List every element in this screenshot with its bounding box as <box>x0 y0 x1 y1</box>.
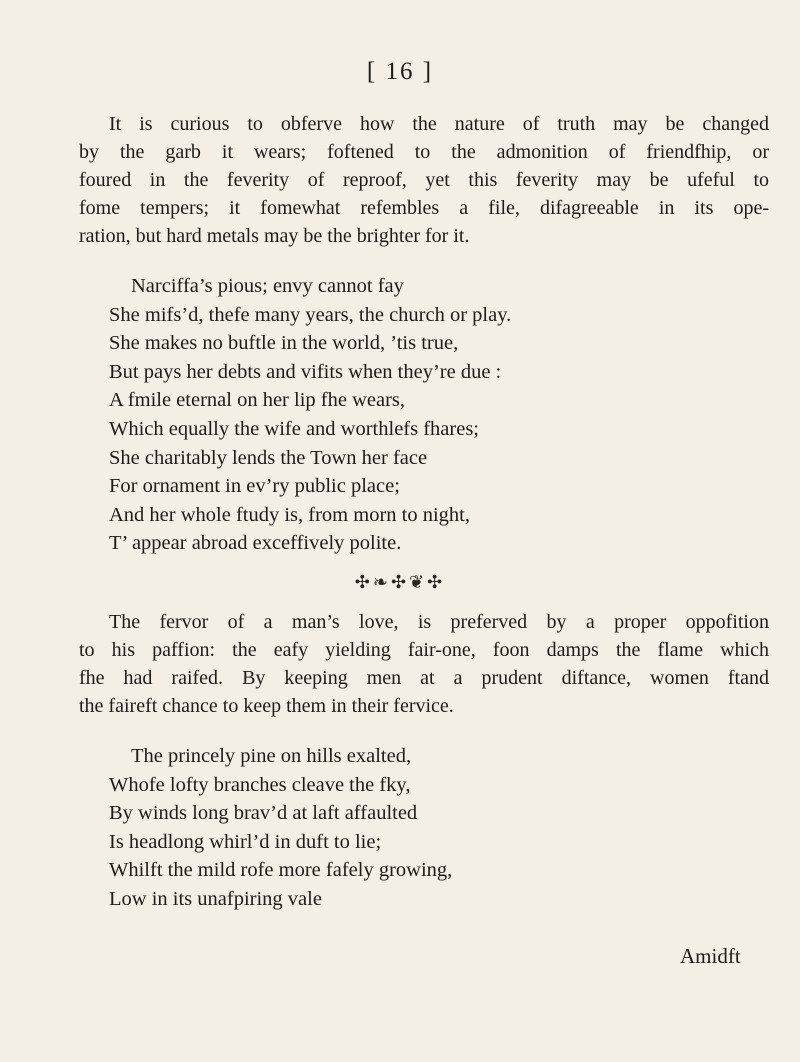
text-line: the faireft chance to keep them in their fervice. <box>79 695 454 717</box>
verse-pine <box>109 742 452 914</box>
text-line: by the garb it wears; foftened to the admonition of friendfhip, or <box>79 141 769 163</box>
verse-line: Low in its unafpiring vale <box>109 887 322 910</box>
text-line: to his paffion: the eafy yielding fair-one, foon damps the flame which <box>79 639 769 661</box>
paragraph-love <box>79 608 769 720</box>
paragraph-truth <box>79 110 769 250</box>
verse-line: Whofe lofty branches cleave the fky, <box>109 773 411 796</box>
verse-line: But pays her debts and vifits when they’re due : <box>109 360 502 383</box>
text-line: ration, but hard metals may be the brighter for it. <box>79 225 470 247</box>
text-line: fome tempers; it fomewhat refembles a file, difagreeable in its ope- <box>79 197 769 219</box>
verse-line: By winds long brav’d at laft affaulted <box>109 802 418 825</box>
verse-line: Narciffa’s pious; envy cannot fay <box>131 275 404 297</box>
verse-line: Which equally the wife and worthlefs fhares; <box>109 417 480 440</box>
verse-line: Is headlong whirl’d in duft to lie; <box>109 830 382 853</box>
text-line: It is curious to obferve how the nature of truth may be changed <box>109 113 769 135</box>
verse-line: The princely pine on hills exalted, <box>131 745 412 767</box>
text-line: foured in the feverity of reproof, yet this feverity may be ufeful to <box>79 169 769 191</box>
ornament-divider: ✣❧✣❦✣ <box>354 572 446 592</box>
verse-narcissa <box>109 272 511 558</box>
text-line: The fervor of a man’s love, is preferved by a proper oppofition <box>109 611 769 633</box>
verse-line: A fmile eternal on her lip fhe wears, <box>109 389 405 412</box>
text-line: fhe had raifed. By keeping men at a prudent diftance, women ftand <box>79 667 769 689</box>
verse-line: For ornament in ev’ry public place; <box>109 475 400 498</box>
verse-line: She charitably lends the Town her face <box>109 446 428 469</box>
verse-line: T’ appear abroad exceffively polite. <box>109 532 402 555</box>
verse-line: She makes no buftle in the world, ’tis true, <box>109 332 459 355</box>
page-number: [ 16 ] <box>366 58 434 85</box>
verse-line: She mifs’d, thefe many years, the church or play. <box>109 303 512 326</box>
catchword: Amidft <box>680 944 741 968</box>
verse-line: Whilft the mild rofe more fafely growing, <box>109 859 453 882</box>
verse-line: And her whole ftudy is, from morn to night, <box>109 503 470 526</box>
